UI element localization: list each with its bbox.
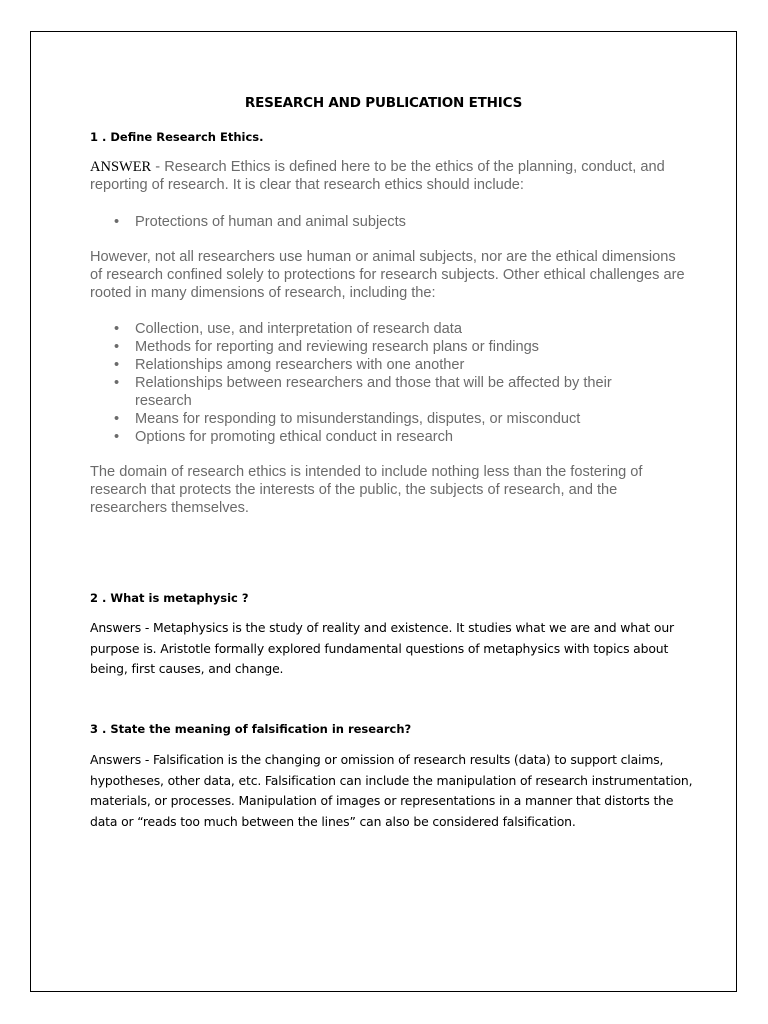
list-item: • Means for responding to misunderstandings, disputes, or misconduct	[114, 411, 581, 427]
answer-1-intro	[90, 158, 690, 194]
list-item: • Options for promoting ethical conduct in research	[114, 429, 453, 445]
answer-1-paragraph-3: The domain of research ethics is intended to include nothing less than the fostering of research that protects the interests of the public, the subjects of research, and the researchers themselves.	[90, 464, 643, 516]
answer-3: Answers - Falsification is the changing or omission of research results (data) to support claims, hypotheses, other data, etc. Falsification can include the manipulation of research instrumentation, materials, or processes. Manipulation of images or representations in a manner that distorts the data or “reads too much between the lines” can also be considered falsification.	[90, 752, 693, 829]
question-3: 3 . State the meaning of falsification in research?	[90, 722, 412, 736]
document-page	[30, 31, 737, 992]
bullet-icon: •	[114, 429, 120, 445]
list-item: • Relationships between researchers and those that will be affected by their research	[114, 375, 612, 409]
bullet-icon: •	[114, 214, 120, 230]
list-item: • Relationships among researchers with one another	[114, 357, 465, 373]
bullet-icon: •	[114, 321, 120, 337]
answer-label: ANSWER	[90, 159, 152, 175]
bullet-icon: •	[114, 411, 120, 427]
question-2: 2 . What is metaphysic ?	[90, 591, 249, 605]
question-1: 1 . Define Research Ethics.	[90, 130, 264, 144]
bullet-icon: •	[114, 339, 120, 355]
answer-2: Answers - Metaphysics is the study of reality and existence. It studies what we are and what our purpose is. Aristotle formally explored fundamental questions of metaphysics with topics about being, first causes, and change.	[90, 620, 674, 676]
document-title: RESEARCH AND PUBLICATION ETHICS	[244, 95, 523, 111]
answer-1-paragraph-2: However, not all researchers use human or animal subjects, nor are the ethical dimensions of research confined solely to protections for research subjects. Other ethical challenges are rooted in many dimensions of research, including the:	[90, 249, 685, 301]
bullet-list-b	[90, 320, 735, 446]
bullet-list-a	[90, 213, 735, 231]
list-item: • Collection, use, and interpretation of research data	[114, 321, 462, 337]
list-item: • Methods for reporting and reviewing research plans or findings	[114, 339, 539, 355]
answer-1-text: - Research Ethics is defined here to be the ethics of the planning, conduct, and reporting of research. It is clear that research ethics should include:	[90, 159, 665, 193]
list-item: • Protections of human and animal subjects	[114, 214, 406, 230]
bullet-icon: •	[114, 375, 120, 391]
bullet-icon: •	[114, 357, 120, 373]
